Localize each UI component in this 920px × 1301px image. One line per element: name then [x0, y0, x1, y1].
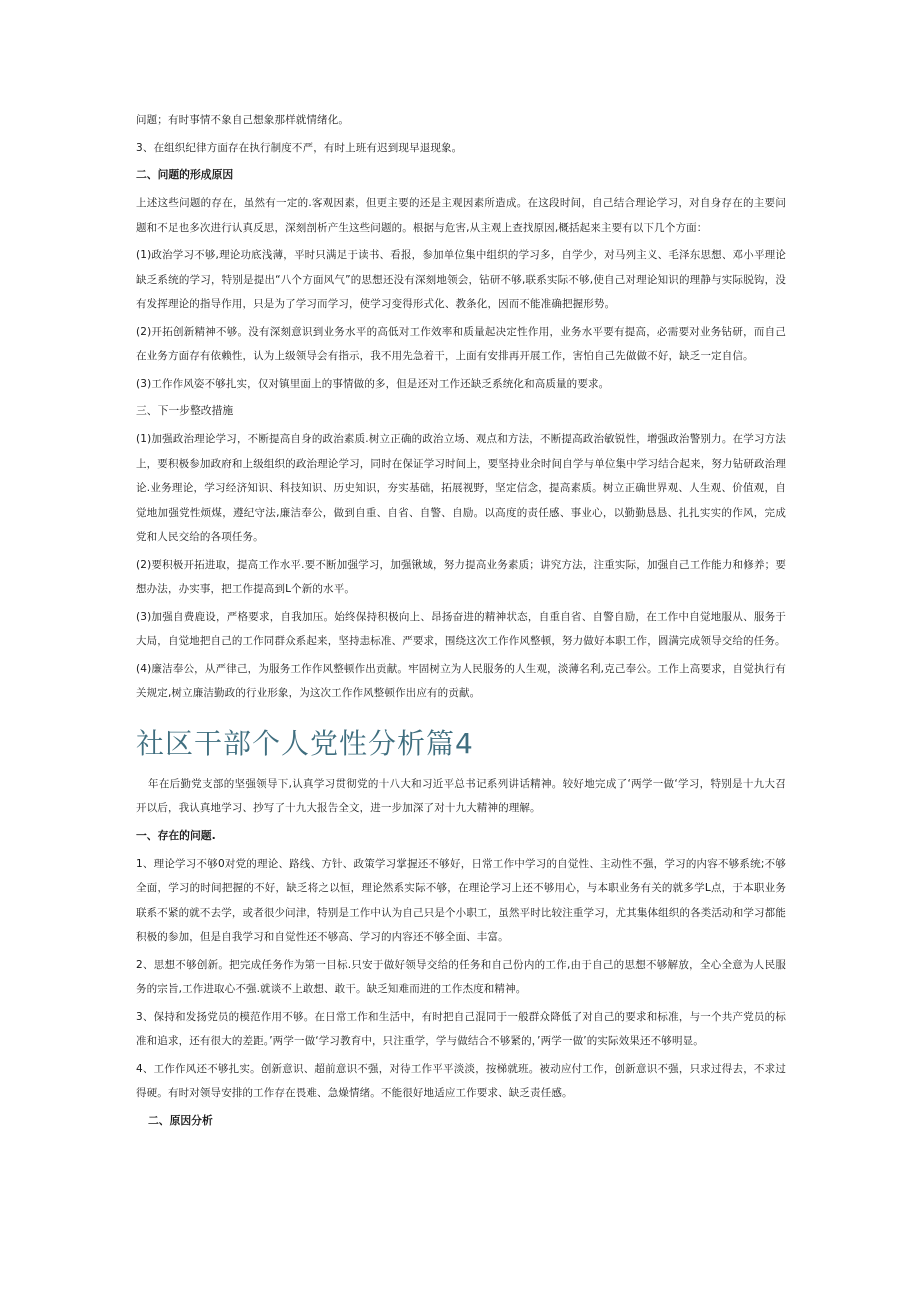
paragraph: 问题；有时事情不象自己想象那样就情绪化。	[136, 114, 349, 126]
paragraph: 3、保持和发扬党员的模范作用不够。在日常工作和生活中，有时把自己混同于一般群众降低了对自己的要求和标准，与一个共产党员的标准和追求，还有很大的差距。’两学一做‘学习教育中，只注重学，学与做结合不够紧的，’两学一做’的实际效果还不够明显。	[136, 1010, 786, 1047]
paragraph: 2、思想不够创新。把完成任务作为第一目标.只安于做好领导交给的任务和自己份内的工作,由于自己的思想不够解放，全心全意为人民服务的宗旨,工作进取心不强.就谈不上敢想、敢干。缺乏知难而进的工作杰度和精神。	[136, 958, 786, 995]
article-intro: 年在后勤党支部的坚强领导下,认真学习贯彻党的十八大和习近平总书记系列讲话精神。较好地完成了‘两学一做‘学习，特别是十九大召开以后，我认真地学习、抄写了十九大报告全文，进一步加深了对十九大精神的理解。	[136, 777, 786, 814]
paragraph: (1)政治学习不够,理论功底浅薄，平时只满足于读书、看报，参加单位集中组织的学习多，自学少，对马列主义、毛泽东思想、邓小平理论缺乏系统的学习，特别是提出“八个方面风气”的思想还没有深刻地领会，钻研不够,联系实际不够,使自己对理论知识的理静与实际脱钩，没有发挥理论的指导作用，只是为了学习而学习，使学习变得形式化、教条化，因而不能准确把握形势。	[136, 249, 786, 310]
document-page	[136, 108, 786, 1137]
paragraph: (3)加强自费鹿设，严格要求，自我加压。始终保持积极向上、昂扬奋进的精神状态，自重自省、自警自励，在工作中自觉地服从、服务于大局，自觉地把自己的工作同群众系起来，坚持恚标准、严要求，围绕这次工作作风整顿，努力做好本职工作，圆满完成领导交给的任务。	[136, 610, 786, 647]
article-title: 社区干部个人党性分析篇4	[136, 726, 474, 760]
section-heading-problems: 一、存在的问题.	[136, 828, 216, 842]
paragraph: 3、在组织纪律方面存在执行制度不严，有时上班有迟到现早退现象。	[136, 141, 463, 154]
section-heading-causes: 二、问题的形成原因	[136, 168, 234, 181]
section-heading-analysis: 二、原因分析	[148, 1113, 213, 1127]
paragraph: 4、工作作风还不够扎实。创新意识、超前意识不强，对待工作平平淡淡，按梯就班。被动应付工作，创新意识不强，只求过得去，不求过得硬。有时对领导安排的工作存在畏难、急燥情绪。不能很好地适应工作要求、缺乏责任感。	[136, 1062, 786, 1099]
paragraph: 1、理论学习不够0对党的理论、路线、方针、政策学习掌握还不够好，日常工作中学习的自觉性、主动性不强，学习的内容不够系统;不够全面，学习的时间把握的不好，缺乏将之以恒，理论然系实际不够，在理论学习上还不够用心，与本职业务有关的就多学L点，于本职业务联系不紧的就不去学，或者很少问津，特别是工作中认为自己只是个小职工，虽然平时比较注重学习，尤其集体组织的各类活动和学习都能积极的参加，但是自我学习和自觉性还不够高、学习的内容还不够全面、丰富。	[136, 857, 786, 943]
paragraph: (3)工作作风姿不够扎实，仅对镇里面上的事情做的多，但是还对工作还缺乏系统化和高质量的要求。	[136, 377, 610, 390]
paragraph: (4)廉洁奉公，从严律己，为服务工作作风整顿作出贡献。牢固树立为人民服务的人生观，淡薄名利,克己奉公。工作上高要求，自觉执行有关规定,树立廉洁勤政的行业形象，为这次工作作风整顿作出应有的贡献。	[136, 662, 786, 699]
paragraph: (2)开拓创新精神不够。没有深刻意识到业务水平的高低对工作效率和质量起决定性作用，业务水平要有提高，必需要对业务钻研，而自己在业务方面存有依赖性，认为上级领导会有指示，我不用先急着干，上面有安排再开展工作，害怕自己先做做不好，缺乏一定自信。	[136, 325, 786, 362]
paragraph: (2)要积极开拓进取，提高工作水平.要不断加强学习，加强锹域，努力提高业务素质；讲究方法，注重实际，加强自己工作能力和修养；要想办法，办实事，把工作提高到L个新的水平。	[136, 558, 786, 595]
paragraph: (1)加强政治理论学习，不断提高自身的政治素质.树立正确的政治立场、观点和方法，不断提高政治敏锐性，增强政治警别力。在学习方法上，要积极参加政府和上级组织的政治理论学习，同时在保证学习时间上，要坚持业余时间自学与单位集中学习结合起来，努力钻研政治理论.业务理论，学习经济知识、科技知识、历史知识，夯实基础，拓展视野，坚定信念，提高素质。树立正确世界观、人生观、价值观，自觉地加强党性烦煤，遵纪守法,廉洁奉公，做到自重、自省、自警、自励。以高度的责任感、事业心，以勤勤恳恳、扎扎实实的作风，完成党和人民交给的各项任务。	[136, 433, 786, 543]
paragraph: 上述这些问题的存在，虽然有一定的.客观因素，但更主要的还是主观因素所造成。在这段时间，自己结合理论学习，对自身存在的主要问题和不足也多次进行认真反思，深刻剖析产生这些问题的。根据与危害,从主观上查找原因,概括起来主要有以下几个方面：	[136, 197, 786, 234]
section-heading-measures: 三、下一步整改措施	[136, 404, 234, 417]
